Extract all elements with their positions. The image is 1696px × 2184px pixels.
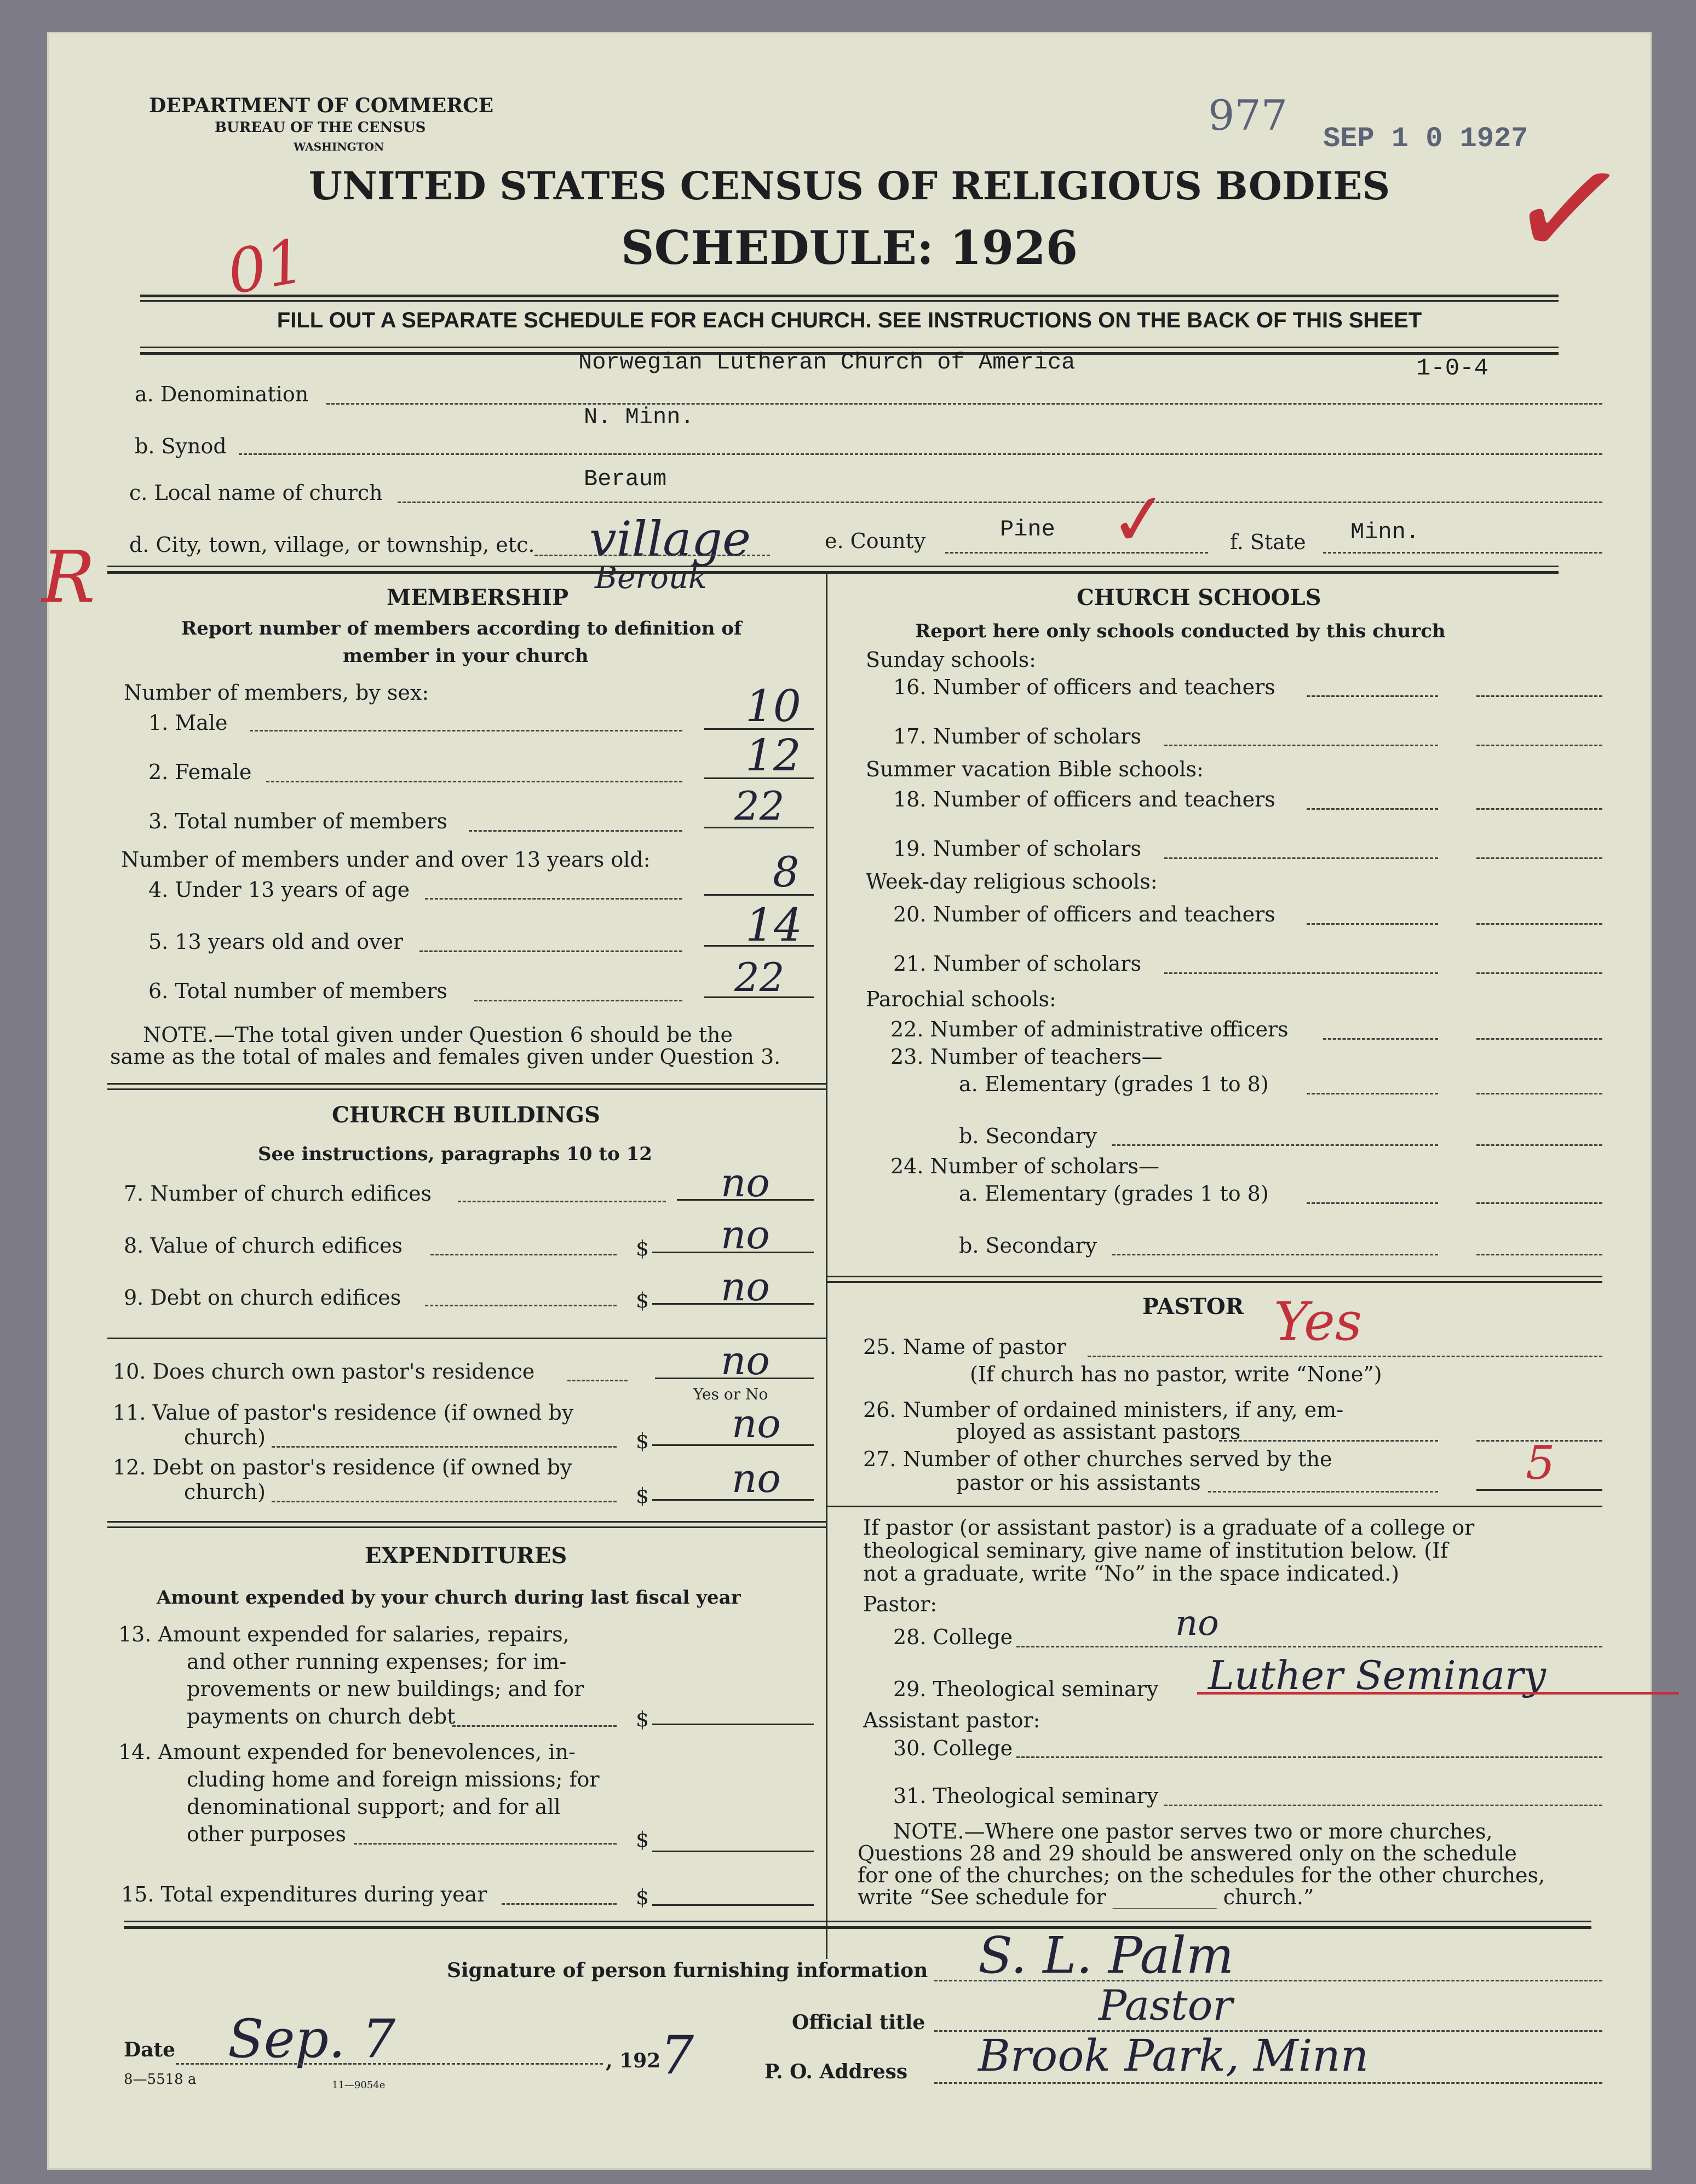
pastor-note-4: write “See schedule for __________ church.”: [858, 1885, 1314, 1909]
q27-label-2: pastor or his assistants: [956, 1471, 1201, 1495]
q24a-label: a. Elementary (grades 1 to 8): [959, 1182, 1269, 1206]
q1-value: 10: [745, 681, 801, 731]
census-form: [42, 32, 1652, 2170]
membership-note-1: NOTE.—The total given under Question 6 should be the: [143, 1023, 733, 1047]
date-value: Sep. 7: [228, 2008, 396, 2070]
serial-number: 977: [1208, 91, 1288, 140]
q8-value: no: [721, 1212, 770, 1258]
q9-dollar: $: [636, 1288, 649, 1312]
synod-value: N. Minn.: [584, 404, 694, 430]
check-mark-top: ✓: [1498, 119, 1640, 300]
church-schools-title: CHURCH SCHOOLS: [1077, 585, 1321, 610]
city-name: WASHINGTON: [294, 140, 384, 153]
signature-label: Signature of person furnishing information: [447, 1959, 928, 1982]
q15-label: 15. Total expenditures during year: [121, 1882, 487, 1906]
q18-label: 18. Number of officers and teachers: [893, 787, 1275, 811]
official-title-label: Official title: [792, 2011, 925, 2034]
q2-label: 2. Female: [148, 760, 252, 784]
q28-value: no: [1175, 1603, 1219, 1644]
instruction-banner: FILL OUT A SEPARATE SCHEDULE FOR EACH CHURCH. SEE INSTRUCTIONS ON THE BACK OF THIS SHEET: [277, 308, 1422, 332]
q21-label: 21. Number of scholars: [893, 952, 1141, 976]
schedule-title: SCHEDULE: 1926: [620, 221, 1078, 275]
q6-label: 6. Total number of members: [148, 979, 447, 1003]
signature-value: S. L. Palm: [978, 1926, 1234, 1985]
check-mark-county: ✓: [1106, 475, 1173, 564]
weekday-schools: Week-day religious schools:: [866, 869, 1158, 894]
q5-value: 14: [745, 900, 803, 952]
q31-label: 31. Theological seminary: [893, 1784, 1159, 1808]
pastor-title: PASTOR: [1142, 1294, 1244, 1319]
county-label: e. County: [825, 529, 926, 553]
q26-label-2: ployed as assistant pastors: [956, 1420, 1241, 1444]
q17-label: 17. Number of scholars: [893, 724, 1141, 748]
membership-intro-1: Report number of members according to definition of: [181, 618, 742, 639]
city-note: Berouk: [595, 560, 707, 596]
denomination-value: Norwegian Lutheran Church of America: [578, 349, 1076, 376]
sunday-schools: Sunday schools:: [866, 648, 1036, 672]
q10-value: no: [721, 1338, 770, 1384]
membership-note-2: same as the total of males and females given under Question 3.: [110, 1045, 781, 1069]
q7-label: 7. Number of church edifices: [124, 1182, 432, 1206]
q14-line-2: cluding home and foreign missions; for: [187, 1767, 600, 1791]
expenditures-title: EXPENDITURES: [365, 1543, 567, 1569]
q23a-label: a. Elementary (grades 1 to 8): [959, 1072, 1269, 1096]
form-number: 8—5518 a: [124, 2071, 197, 2088]
q30-label: 30. College: [893, 1736, 1013, 1760]
q1-label: 1. Male: [148, 711, 228, 735]
q13-line-4: payments on church debt: [187, 1704, 456, 1728]
pastor-label: Pastor:: [863, 1592, 938, 1616]
code-value: 1-0-4: [1416, 355, 1489, 382]
po-address-label: P. O. Address: [764, 2060, 908, 2083]
buildings-intro: See instructions, paragraphs 10 to 12: [258, 1143, 652, 1165]
q24b-label: b. Secondary: [959, 1234, 1097, 1258]
q14-dollar: $: [636, 1828, 649, 1852]
state-label: f. State: [1230, 530, 1306, 554]
red-mark-r: R: [42, 535, 95, 619]
q13-line-1: 13. Amount expended for salaries, repairs,: [118, 1622, 570, 1646]
q4-value: 8: [773, 848, 800, 896]
q11-dollar: $: [636, 1429, 649, 1453]
official-title-value: Pastor: [1099, 1981, 1233, 2030]
q11-value: no: [732, 1401, 781, 1447]
q25-note: (If church has no pastor, write “None”): [970, 1362, 1382, 1386]
q13-dollar: $: [636, 1707, 649, 1731]
po-address-value: Brook Park, Minn: [978, 2030, 1369, 2081]
parochial-schools: Parochial schools:: [866, 987, 1056, 1011]
q3-label: 3. Total number of members: [148, 809, 447, 833]
q8-label: 8. Value of church edifices: [124, 1234, 403, 1258]
assistant-pastor-label: Assistant pastor:: [863, 1708, 1040, 1732]
q7-value: no: [721, 1160, 770, 1206]
print-number: 11—9054e: [332, 2079, 386, 2091]
q15-dollar: $: [636, 1885, 649, 1909]
expenditures-intro: Amount expended by your church during last fiscal year: [157, 1587, 741, 1609]
q24-label: 24. Number of scholars—: [890, 1154, 1159, 1178]
q22-label: 22. Number of administrative officers: [890, 1017, 1289, 1041]
q9-label: 9. Debt on church edifices: [124, 1286, 401, 1310]
buildings-title: CHURCH BUILDINGS: [332, 1102, 600, 1128]
q5-label: 5. 13 years old and over: [148, 930, 404, 954]
q10-label: 10. Does church own pastor's residence: [113, 1359, 535, 1384]
church-schools-intro: Report here only schools conducted by this church: [915, 620, 1446, 642]
graduate-note-1: If pastor (or assistant pastor) is a graduate of a college or: [863, 1515, 1475, 1540]
bureau-name: BUREAU OF THE CENSUS: [215, 119, 426, 136]
q28-label: 28. College: [893, 1625, 1013, 1649]
q2-value: 12: [745, 730, 801, 781]
q13-line-3: provements or new buildings; and for: [187, 1677, 584, 1701]
pastor-note-1: NOTE.—Where one pastor serves two or more churches,: [893, 1819, 1493, 1843]
pastor-note-2: Questions 28 and 29 should be answered only on the schedule: [858, 1841, 1517, 1865]
q23b-label: b. Secondary: [959, 1124, 1097, 1148]
year-prefix: , 192: [606, 2049, 661, 2072]
q20-label: 20. Number of officers and teachers: [893, 902, 1275, 926]
q25-label: 25. Name of pastor: [863, 1335, 1066, 1359]
q4-label: 4. Under 13 years of age: [148, 878, 410, 902]
graduate-note-3: not a graduate, write “No” in the space indicated.): [863, 1561, 1400, 1586]
q29-label: 29. Theological seminary: [893, 1677, 1159, 1701]
year-digit: 7: [660, 2025, 694, 2086]
q9-value: no: [721, 1264, 770, 1310]
q23-label: 23. Number of teachers—: [890, 1045, 1163, 1069]
city-label: d. City, town, village, or township, etc.: [129, 533, 535, 557]
q12-dollar: $: [636, 1484, 649, 1508]
q14-line-1: 14. Amount expended for benevolences, in-: [118, 1740, 576, 1764]
q8-dollar: $: [636, 1236, 649, 1260]
pastor-note-3: for one of the churches; on the schedules for the other churches,: [858, 1863, 1545, 1887]
q25-value: Yes: [1274, 1291, 1362, 1352]
under-over-13: Number of members under and over 13 years old:: [121, 848, 651, 872]
synod-label: b. Synod: [135, 434, 227, 458]
form-title: UNITED STATES CENSUS OF RELIGIOUS BODIES: [308, 163, 1390, 209]
summer-schools: Summer vacation Bible schools:: [866, 757, 1204, 781]
yes-or-no-hint: Yes or No: [693, 1385, 768, 1403]
department-name: DEPARTMENT OF COMMERCE: [149, 94, 494, 117]
q27-value: 5: [1526, 1436, 1555, 1490]
q12-label-1: 12. Debt on pastor's residence (if owned by: [113, 1455, 572, 1479]
red-mark-01: 01: [222, 225, 311, 308]
q12-label-2: church): [184, 1480, 266, 1504]
q19-label: 19. Number of scholars: [893, 837, 1141, 861]
q14-line-4: other purposes: [187, 1822, 347, 1846]
city-value: village: [589, 511, 751, 567]
county-value: Pine: [1000, 516, 1055, 543]
q26-label-1: 26. Number of ordained ministers, if any, em-: [863, 1398, 1344, 1422]
state-value: Minn.: [1350, 519, 1420, 545]
received-stamp: SEP 1 0 1927: [1323, 123, 1528, 155]
date-label: Date: [124, 2038, 176, 2061]
local-name-label: c. Local name of church: [129, 481, 383, 505]
q13-line-2: and other running expenses; for im-: [187, 1650, 567, 1674]
graduate-note-2: theological seminary, give name of institution below. (If: [863, 1538, 1448, 1563]
q27-label-1: 27. Number of other churches served by the: [863, 1447, 1332, 1471]
q3-value: 22: [734, 783, 785, 829]
local-name-value: Beraum: [584, 466, 667, 492]
membership-intro-2: member in your church: [343, 645, 589, 667]
q16-label: 16. Number of officers and teachers: [893, 675, 1275, 699]
q12-value: no: [732, 1455, 781, 1501]
q6-value: 22: [734, 954, 785, 1000]
q29-value: Luther Seminary: [1208, 1652, 1546, 1698]
members-by-sex: Number of members, by sex:: [124, 681, 429, 705]
denomination-label: a. Denomination: [135, 382, 309, 406]
q14-line-3: denominational support; and for all: [187, 1795, 561, 1819]
q11-label-1: 11. Value of pastor's residence (if owned by: [113, 1401, 574, 1425]
q11-label-2: church): [184, 1425, 266, 1449]
membership-title: MEMBERSHIP: [387, 585, 569, 610]
